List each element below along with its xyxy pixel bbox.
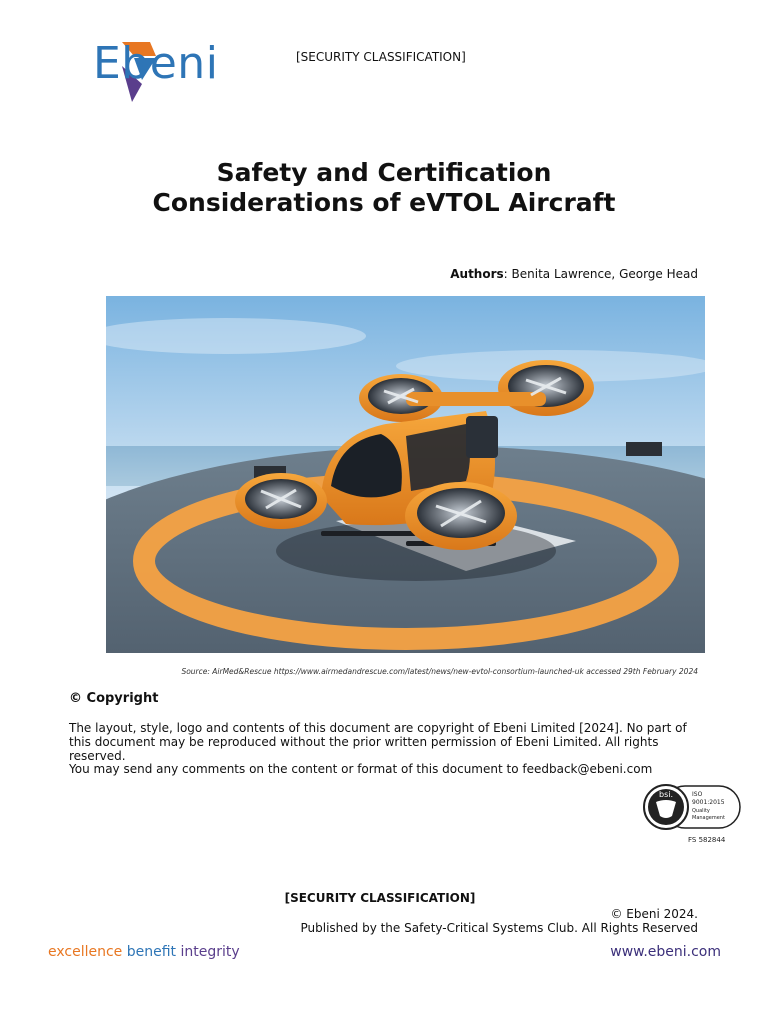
iso-management: Management [692,815,725,821]
feedback-paragraph: You may send any comments on the content or format of this document to feedback@ebeni.com [69,762,653,776]
image-source-caption: Source: AirMed&Rescue https://www.airmedandrescue.com/latest/news/new-evtol-consortium-launched-uk accessed 29th February 2024 [181,667,698,676]
website-link[interactable]: www.ebeni.com [610,944,721,960]
bsi-logo-text: bsi. [658,790,674,799]
copyright-paragraph: The layout, style, logo and contents of this document are copyright of Ebeni Limited [2024]. No part of this document may be reproduced without the prior written permission of Ebeni Limited. All rights reserved. [69,721,687,763]
footer-copyright-line: © Ebeni 2024. [610,907,698,921]
tagline-benefit: benefit [126,944,177,960]
brand-tagline [48,944,240,960]
iso-standard: 9001:2015 [692,799,725,806]
security-classification-footer: [SECURITY CLASSIFICATION] [284,891,476,905]
iso-label: ISO [692,791,703,798]
title-line-1: Safety and Certification [216,158,552,187]
footer-copyright [300,907,698,935]
evtol-aircraft-image [106,296,705,653]
tagline-excellence: excellence [48,944,123,960]
authors-line [450,267,698,281]
copyright-heading: © Copyright [69,691,159,706]
tagline-integrity: integrity [180,944,240,960]
logo-wordmark: Ebeni [93,38,219,89]
title-line-2: Considerations of eVTOL Aircraft [152,188,616,217]
footer-published-line: Published by the Safety-Critical Systems Club. All Rights Reserved [300,921,698,935]
authors-names: : Benita Lawrence, George Head [503,267,698,281]
iso-quality: Quality [692,808,710,814]
authors-label: Authors [450,267,504,281]
bsi-iso-certification-icon [640,782,748,847]
security-classification-header: [SECURITY CLASSIFICATION] [296,50,466,64]
certificate-number: FS 582844 [688,836,726,844]
document-title [0,158,768,218]
